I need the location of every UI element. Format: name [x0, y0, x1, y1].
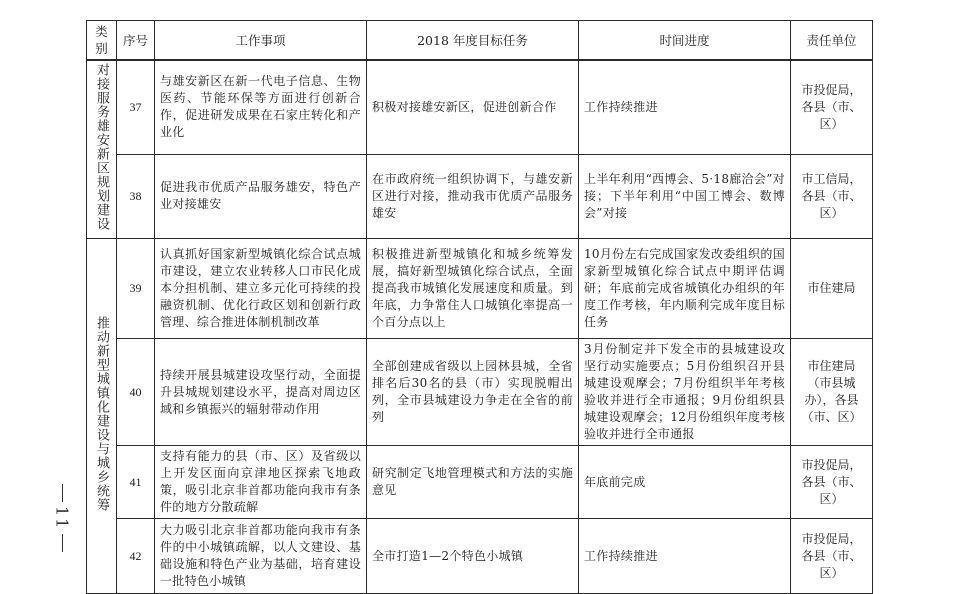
unit-cell: 市投促局，各县（市、区）: [791, 446, 873, 519]
table-row: [87, 519, 873, 594]
header-target: 2018 年度目标任务: [367, 21, 579, 61]
table-row: [87, 60, 873, 154]
progress-cell: 10月份左右完成国家发改委组织的国家新型城镇化综合试点中期评估调研；年底前完成省城镇化办组织的年度工作考核，年内顺利完成年度目标任务: [579, 239, 791, 339]
progress-cell: 3月份制定并下发全市的县城建设攻坚行动实施要点；5月份组织召开县城建设观摩会；7月份组织半年考核验收并进行全市通报；9月份组织县城建设观摩会；12月份组织年度考核验收并进行全市通报: [579, 339, 791, 446]
unit-cell: 市投促局，各县（市、区）: [791, 60, 873, 154]
table-row: [87, 239, 873, 339]
category-label: 对接服务雄安新区规划建设: [94, 63, 109, 231]
target-cell: 积极对接雄安新区，促进创新合作: [367, 60, 579, 154]
progress-cell: 工作持续推进: [579, 519, 791, 594]
item-cell: 与雄安新区在新一代电子信息、生物医药、节能环保等方面进行创新合作，促进研发成果在石家庄转化和产业化: [155, 60, 367, 154]
page-number: [52, 478, 72, 558]
page-number-dash-top: [62, 484, 63, 502]
page-number-text: 11: [52, 505, 72, 531]
seq-cell: 39: [117, 239, 155, 339]
header-unit: 责任单位: [791, 21, 873, 61]
target-cell: 全市打造1—2个特色小城镇: [367, 519, 579, 594]
progress-cell: 年底前完成: [579, 446, 791, 519]
item-cell: 认真抓好国家新型城镇化综合试点城市建设，建立农业转移人口市民化成本分担机制、建立多元化可持续的投融资机制、优化行政区划和创新行政管理、综合推进体制机制改革: [155, 239, 367, 339]
target-cell: 积极推进新型城镇化和城乡统筹发展，搞好新型城镇化综合试点，全面提高我市城镇化发展速度和质量。到年底，力争常住人口城镇化率提高一个百分点以上: [367, 239, 579, 339]
item-cell: 支持有能力的县（市、区）及省级以上开发区面向京津地区探索飞地政策，吸引北京非首都功能向我市有条件的地方分散疏解: [155, 446, 367, 519]
item-cell: 促进我市优质产品服务雄安，特色产业对接雄安: [155, 154, 367, 239]
unit-cell: 市工信局，各县（市、区）: [791, 154, 873, 239]
table-row: [87, 446, 873, 519]
table-row: [87, 339, 873, 446]
seq-cell: 40: [117, 339, 155, 446]
header-seq: 序号: [117, 21, 155, 61]
work-plan-table: [86, 20, 873, 594]
seq-cell: 37: [117, 60, 155, 154]
seq-cell: 38: [117, 154, 155, 239]
header-progress: 时间进度: [579, 21, 791, 61]
table-row: [87, 154, 873, 239]
page-number-dash-bottom: [62, 534, 63, 552]
unit-cell: 市住建局: [791, 239, 873, 339]
table-header-row: [87, 21, 873, 61]
target-cell: 在市政府统一组织协调下，与雄安新区进行对接，推动我市优质产品服务雄安: [367, 154, 579, 239]
category-label: 推动新型城镇化建设与城乡统筹: [94, 315, 109, 512]
progress-cell: 工作持续推进: [579, 60, 791, 154]
category-cell: [87, 60, 117, 239]
unit-cell: 市投促局，各县（市、区）: [791, 519, 873, 594]
category-cell: [87, 239, 117, 594]
progress-cell: 上半年利用“西博会、5·18廊洽会”对接；下半年利用“中国工博会、数博会”对接: [579, 154, 791, 239]
header-item: 工作事项: [155, 21, 367, 61]
unit-cell: 市住建局（市县城办），各县（市、区）: [791, 339, 873, 446]
seq-cell: 41: [117, 446, 155, 519]
header-category: 类别: [87, 21, 117, 61]
item-cell: 持续开展县城建设攻坚行动，全面提升县城规划建设水平，提高对周边区域和乡镇振兴的辐射带动作用: [155, 339, 367, 446]
item-cell: 大力吸引北京非首都功能向我市有条件的中小城镇疏解，以人文建设、基础设施和特色产业为基础，培育建设一批特色小城镇: [155, 519, 367, 594]
seq-cell: 42: [117, 519, 155, 594]
target-cell: 研究制定飞地管理模式和方法的实施意见: [367, 446, 579, 519]
target-cell: 全部创建成省级以上园林县城，全省排名后30名的县（市）实现脱帽出列，全市县城建设力争走在全省的前列: [367, 339, 579, 446]
